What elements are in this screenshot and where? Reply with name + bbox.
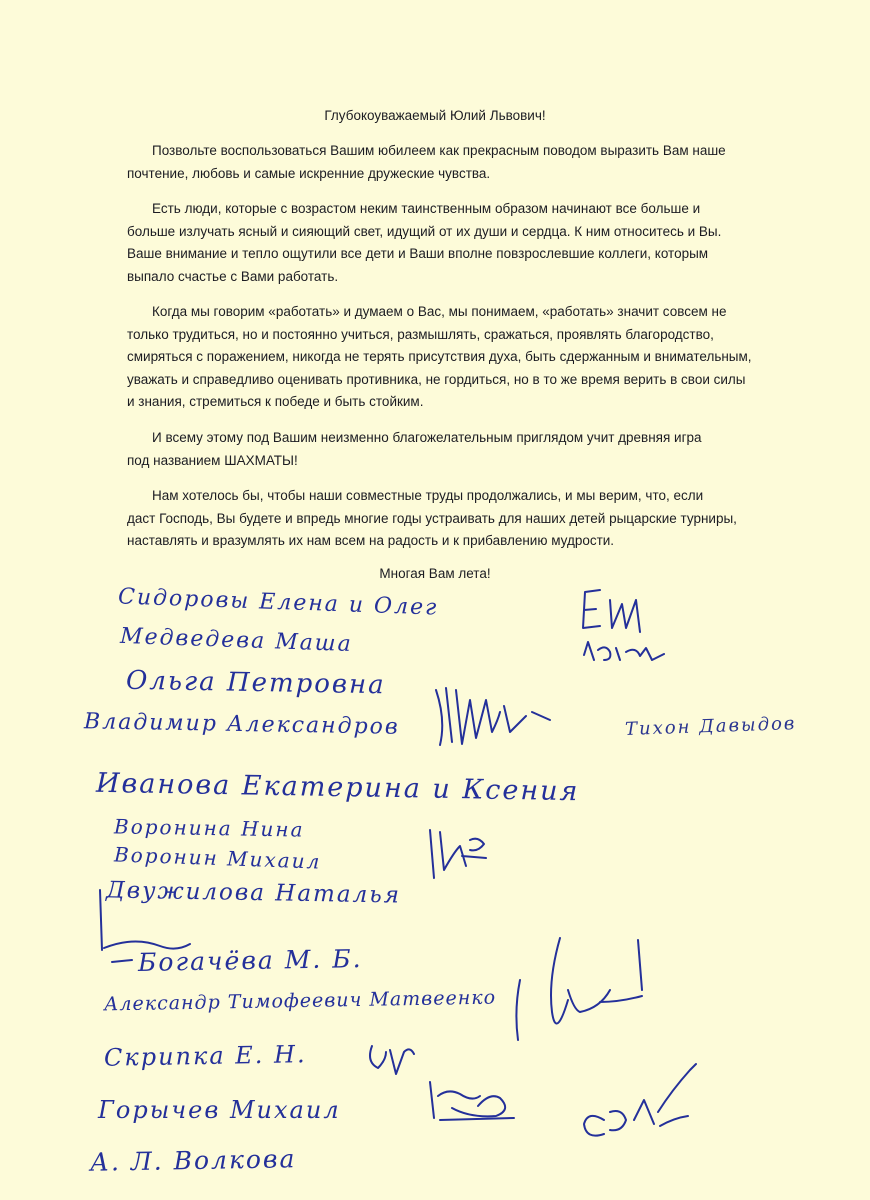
signature-name: Ольга Петровна [125,665,386,701]
paragraph-line: и знания, стремиться к победе и быть стойким. [127,394,424,409]
signature-name: Богачёва М. Б. [137,944,363,977]
signature-mark [584,642,664,660]
paragraph-line: Когда мы говорим «работать» и думаем о Вас, мы понимаем, «работать» значит совсем не [152,304,727,319]
paragraph-line: наставлять и вразумлять их нам всем на радость и к прибавлению мудрости. [127,533,615,548]
paragraph-line: уважать и справедливо оценивать противника, не гордиться, но в то же время верить в свои силы [127,371,746,387]
signature-mark [112,960,132,962]
paragraph-line: смиряться с поражением, никогда не терять присутствия духа, быть сдержанным и внимательным, [127,349,752,364]
closing-line: Многая Вам лета! [379,566,491,581]
signature-mark [583,590,640,632]
paragraph-line: только трудиться, но и постоянно учиться, размышлять, сражаться, проявлять благородство, [127,326,714,342]
signature-name: А. Л. Волкова [89,1144,297,1177]
paragraph-line: Ваше внимание и тепло ощутили все дети и Ваши вполне повзрослевшие коллеги, которым [127,246,709,261]
paragraph-line: Позвольте воспользоваться Вашим юбилеем как прекрасным поводом выразить Вам наше [152,143,726,158]
paragraph-line: под названием ШАХМАТЫ! [127,452,298,468]
signature-name: Сидоровы Елена и Олег [117,584,439,621]
signature-name: Владимир Александров [83,709,400,740]
paragraph-line: Нам хотелось бы, чтобы наши совместные труды продолжались, и мы верим, что, если [152,488,704,503]
signature-mark [516,938,642,1040]
signature-name: Воронина Нина [113,814,305,842]
signature-name: Скрипка Е. Н. [103,1040,307,1072]
signature-name: Иванова Екатерина и Ксения [95,767,580,808]
signature-name: Двужилова Наталья [105,877,402,909]
paragraph-line: Есть люди, которые с возрастом неким таинственным образом начинают все больше и [152,201,701,216]
signature-mark [370,1046,414,1074]
signature-mark [436,688,550,745]
paragraph-line: И всему этому под Вашим неизменно благожелательным приглядом учит древняя игра [152,430,702,445]
paragraph-line: почтение, любовь и самые искренние дружеские чувства. [127,165,491,181]
signature-name: Александр Тимофеевич Матвеенко [103,986,497,1016]
signature-mark [584,1064,696,1136]
paragraph-line: даст Господь, Вы будете и впредь многие годы устраивать для наших детей рыцарские турниры, [127,510,737,526]
signature-name: Воронин Михаил [113,842,322,874]
signature-name: Тихон Давыдов [624,713,797,740]
signature-mark [100,890,190,950]
signature-mark [430,830,486,878]
paragraph-line: выпало счастье с Вами работать. [127,268,339,284]
salutation: Глубокоуважаемый Юлий Львович! [324,108,546,123]
signature-name: Горычев Михаил [98,1096,341,1124]
signature-name: Медведева Маша [119,623,354,658]
signature-mark [430,1082,514,1120]
paragraph-line: больше излучать ясный и сияющий свет, идущий от их души и сердца. К ним относитесь и Вы. [127,223,722,239]
